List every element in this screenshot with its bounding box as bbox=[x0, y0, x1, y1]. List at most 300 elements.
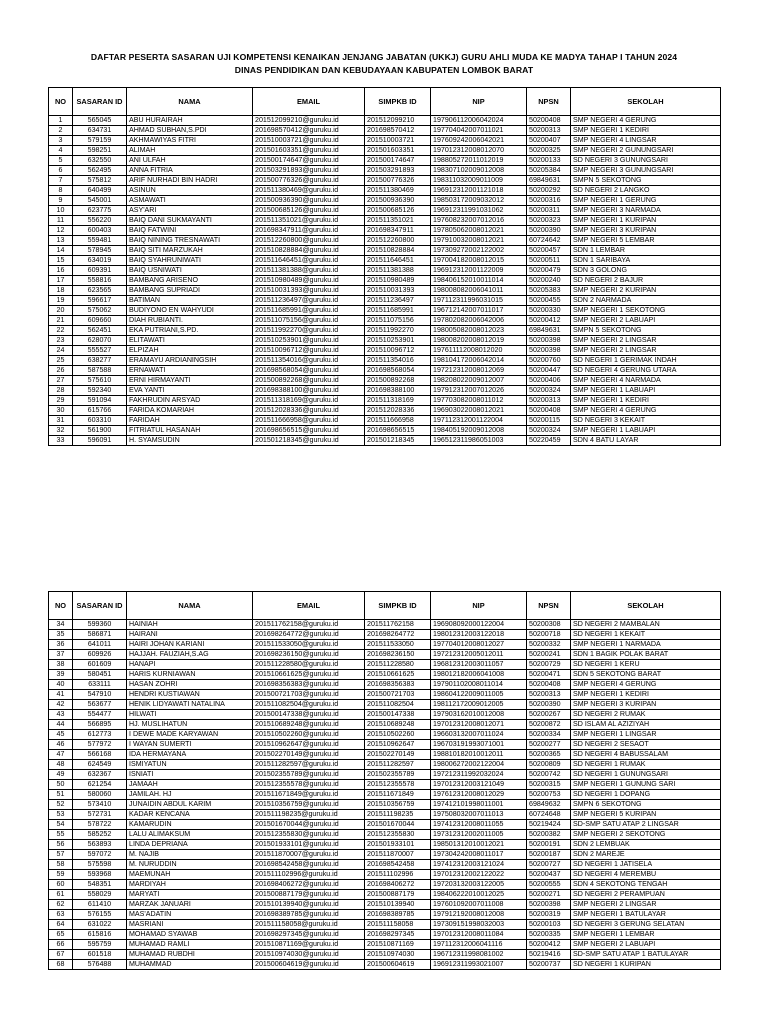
cell-no: 44 bbox=[49, 720, 73, 730]
table-row bbox=[49, 650, 721, 660]
cell-nama: EVA YANTI bbox=[127, 386, 253, 396]
cell-npsn: 50200334 bbox=[527, 730, 571, 740]
cell-simpkb-id: 201510031393 bbox=[365, 286, 431, 296]
cell-no: 30 bbox=[49, 406, 73, 416]
cell-simpkb-id: 201500721703 bbox=[365, 690, 431, 700]
cell-nip: 196703191993071001 bbox=[431, 740, 527, 750]
cell-nama: ERAMAYU ARDIANINGSIH bbox=[127, 356, 253, 366]
cell-simpkb-id: 201511685991 bbox=[365, 306, 431, 316]
cell-sasaran-id: 565045 bbox=[73, 116, 127, 126]
table-row bbox=[49, 236, 721, 246]
cell-email: 201511992270@guruku.id bbox=[253, 326, 365, 336]
cell-nama: FARIDA KOMARIAH bbox=[127, 406, 253, 416]
table-row bbox=[49, 296, 721, 306]
cell-npsn: 50200407 bbox=[527, 136, 571, 146]
cell-no: 46 bbox=[49, 740, 73, 750]
cell-nama: MUHAMMAD bbox=[127, 960, 253, 970]
cell-nip: 196912311991031062 bbox=[431, 206, 527, 216]
cell-nama: ELITAWATI bbox=[127, 336, 253, 346]
cell-simpkb-id: 201511533050 bbox=[365, 640, 431, 650]
cell-simpkb-id: 201502355789 bbox=[365, 770, 431, 780]
table-row bbox=[49, 366, 721, 376]
cell-no: 47 bbox=[49, 750, 73, 760]
cell-sasaran-id: 591094 bbox=[73, 396, 127, 406]
table-row bbox=[49, 246, 721, 256]
table-row bbox=[49, 306, 721, 316]
cell-simpkb-id: 201698264772 bbox=[365, 630, 431, 640]
cell-npsn: 69849631 bbox=[527, 326, 571, 336]
cell-sasaran-id: 634019 bbox=[73, 256, 127, 266]
table-row bbox=[49, 870, 721, 880]
cell-npsn: 50220459 bbox=[527, 436, 571, 446]
table-row bbox=[49, 206, 721, 216]
cell-nip: 197704012008012027 bbox=[431, 640, 527, 650]
cell-nip: 198405192009012008 bbox=[431, 426, 527, 436]
cell-nip: 197412312008011055 bbox=[431, 820, 527, 830]
cell-sasaran-id: 575812 bbox=[73, 176, 127, 186]
cell-no: 21 bbox=[49, 316, 73, 326]
table-row bbox=[49, 116, 721, 126]
cell-sasaran-id: 548351 bbox=[73, 880, 127, 890]
cell-nip: 196908092000122004 bbox=[431, 620, 527, 630]
cell-simpkb-id: 201511318169 bbox=[365, 396, 431, 406]
cell-simpkb-id: 201500892268 bbox=[365, 376, 431, 386]
cell-nama: ISNIATI bbox=[127, 770, 253, 780]
cell-no: 53 bbox=[49, 810, 73, 820]
cell-email: 201501670044@guruku.id bbox=[253, 820, 365, 830]
cell-nip: 197309272002122002 bbox=[431, 246, 527, 256]
table-row bbox=[49, 810, 721, 820]
cell-no: 57 bbox=[49, 850, 73, 860]
cell-simpkb-id: 201511236497 bbox=[365, 296, 431, 306]
cell-email: 201500776326@guruku.id bbox=[253, 176, 365, 186]
cell-email: 201501933101@guruku.id bbox=[253, 840, 365, 850]
cell-nama: I DEWE MADE KARYAWAN bbox=[127, 730, 253, 740]
cell-sekolah: SDN 1 LEMBAR bbox=[571, 246, 721, 256]
cell-sekolah: SMP NEGERI 3 KURIPAN bbox=[571, 700, 721, 710]
cell-email: 201501603351@guruku.id bbox=[253, 146, 365, 156]
cell-npsn: 50200324 bbox=[527, 386, 571, 396]
cell-simpkb-id: 201510661625 bbox=[365, 670, 431, 680]
column-header-no: NO bbox=[49, 88, 73, 116]
cell-sekolah: SMP NEGERI 3 KURIPAN bbox=[571, 226, 721, 236]
cell-nip: 197312312002011005 bbox=[431, 830, 527, 840]
cell-npsn: 69849631 bbox=[527, 176, 571, 186]
cell-no: 4 bbox=[49, 146, 73, 156]
cell-sasaran-id: 596091 bbox=[73, 436, 127, 446]
cell-nama: BAIQ USNIWATI bbox=[127, 266, 253, 276]
cell-simpkb-id: 201500147338 bbox=[365, 710, 431, 720]
cell-sekolah: SD NEGERI 1 KERU bbox=[571, 660, 721, 670]
table-row bbox=[49, 750, 721, 760]
cell-email: 201502355789@guruku.id bbox=[253, 770, 365, 780]
cell-sekolah: SD-SMP SATU ATAP 1 BATULAYAR bbox=[571, 950, 721, 960]
cell-npsn: 50200447 bbox=[527, 366, 571, 376]
cell-npsn: 50200103 bbox=[527, 920, 571, 930]
cell-npsn: 50200191 bbox=[527, 840, 571, 850]
cell-sekolah: SMP NEGERI 2 SEKOTONG bbox=[571, 830, 721, 840]
cell-sekolah: SMP NEGERI 4 GERUNG bbox=[571, 406, 721, 416]
cell-sasaran-id: 623775 bbox=[73, 206, 127, 216]
cell-npsn: 50200760 bbox=[527, 356, 571, 366]
table-row bbox=[49, 620, 721, 630]
cell-sekolah: SD NEGERI 1 JATISELA bbox=[571, 860, 721, 870]
cell-email: 201511671849@guruku.id bbox=[253, 790, 365, 800]
cell-no: 52 bbox=[49, 800, 73, 810]
cell-sasaran-id: 566168 bbox=[73, 750, 127, 760]
cell-no: 5 bbox=[49, 156, 73, 166]
cell-email: 201511228580@guruku.id bbox=[253, 660, 365, 670]
cell-sekolah: SMP NEGERI 5 LEMBAR bbox=[571, 236, 721, 246]
cell-no: 18 bbox=[49, 286, 73, 296]
cell-npsn: 50200457 bbox=[527, 246, 571, 256]
cell-npsn: 50200398 bbox=[527, 336, 571, 346]
cell-email: 201500604619@guruku.id bbox=[253, 960, 365, 970]
cell-sasaran-id: 595759 bbox=[73, 940, 127, 950]
cell-sasaran-id: 609391 bbox=[73, 266, 127, 276]
cell-npsn: 50200455 bbox=[527, 296, 571, 306]
cell-sekolah: SD NEGERI 2 LANGKO bbox=[571, 186, 721, 196]
cell-sekolah: SMP NEGERI 4 GERUNG bbox=[571, 116, 721, 126]
cell-sasaran-id: 633111 bbox=[73, 680, 127, 690]
cell-nama: IDA HERMAYANA bbox=[127, 750, 253, 760]
cell-npsn: 50200408 bbox=[527, 406, 571, 416]
cell-simpkb-id: 201511666958 bbox=[365, 416, 431, 426]
cell-no: 50 bbox=[49, 780, 73, 790]
cell-nama: ANNA FITRIA bbox=[127, 166, 253, 176]
cell-nama: MOHAMAD SYAWAB bbox=[127, 930, 253, 940]
cell-no: 24 bbox=[49, 346, 73, 356]
cell-nip: 197703082008011012 bbox=[431, 396, 527, 406]
cell-nama: ISMIYATUN bbox=[127, 760, 253, 770]
cell-nama: ALIMAH bbox=[127, 146, 253, 156]
column-header-sekolah: SEKOLAH bbox=[571, 592, 721, 620]
cell-nama: MARDIYAH bbox=[127, 880, 253, 890]
cell-no: 68 bbox=[49, 960, 73, 970]
cell-nip: 197304242008011017 bbox=[431, 850, 527, 860]
cell-simpkb-id: 201511646451 bbox=[365, 256, 431, 266]
cell-npsn: 60724648 bbox=[527, 810, 571, 820]
cell-nama: LALU ALIMAKSUM bbox=[127, 830, 253, 840]
cell-sasaran-id: 587588 bbox=[73, 366, 127, 376]
cell-simpkb-id: 201501933101 bbox=[365, 840, 431, 850]
cell-sasaran-id: 577972 bbox=[73, 740, 127, 750]
participants-table-1 bbox=[48, 87, 721, 446]
cell-sasaran-id: 593968 bbox=[73, 870, 127, 880]
cell-sasaran-id: 611410 bbox=[73, 900, 127, 910]
cell-sekolah: SMP NEGERI 1 LABUAPI bbox=[571, 426, 721, 436]
cell-nip: 196912312001122009 bbox=[431, 266, 527, 276]
cell-email: 201510974030@guruku.id bbox=[253, 950, 365, 960]
cell-npsn: 50200267 bbox=[527, 710, 571, 720]
cell-sasaran-id: 632367 bbox=[73, 770, 127, 780]
cell-nip: 198104172006042014 bbox=[431, 356, 527, 366]
cell-email: 201511381388@guruku.id bbox=[253, 266, 365, 276]
cell-sekolah: SMPN 6 SEKOTONG bbox=[571, 800, 721, 810]
cell-sasaran-id: 562451 bbox=[73, 326, 127, 336]
cell-sasaran-id: 624549 bbox=[73, 760, 127, 770]
cell-no: 38 bbox=[49, 660, 73, 670]
cell-sekolah: SD NEGERI 1 DOPANG bbox=[571, 790, 721, 800]
cell-npsn: 50205383 bbox=[527, 286, 571, 296]
cell-sekolah: SMPN 5 SEKOTONG bbox=[571, 326, 721, 336]
cell-email: 201510003721@guruku.id bbox=[253, 136, 365, 146]
cell-sasaran-id: 563893 bbox=[73, 840, 127, 850]
table-row bbox=[49, 960, 721, 970]
table-row bbox=[49, 710, 721, 720]
column-header-simpkb-id: SIMPKB ID bbox=[365, 88, 431, 116]
table-row bbox=[49, 760, 721, 770]
cell-email: 201698406272@guruku.id bbox=[253, 880, 365, 890]
table-row bbox=[49, 880, 721, 890]
cell-nama: BAIQ SITI MARZUKAH bbox=[127, 246, 253, 256]
cell-sekolah: SD NEGERI 4 GERUNG UTARA bbox=[571, 366, 721, 376]
cell-sekolah: SD NEGERI 1 GUNUNGSARI bbox=[571, 770, 721, 780]
cell-nama: BAMBANG ARISENO bbox=[127, 276, 253, 286]
cell-email: 201698356383@guruku.id bbox=[253, 680, 365, 690]
cell-sasaran-id: 592340 bbox=[73, 386, 127, 396]
cell-nama: MARYATI bbox=[127, 890, 253, 900]
cell-sasaran-id: 579159 bbox=[73, 136, 127, 146]
cell-sasaran-id: 554477 bbox=[73, 710, 127, 720]
cell-simpkb-id: 201698542458 bbox=[365, 860, 431, 870]
cell-sekolah: SMP NEGERI 1 NARMADA bbox=[571, 640, 721, 650]
cell-npsn: 50200241 bbox=[527, 650, 571, 660]
cell-npsn: 50219424 bbox=[527, 820, 571, 830]
table-row bbox=[49, 670, 721, 680]
cell-email: 201510828884@guruku.id bbox=[253, 246, 365, 256]
table-row bbox=[49, 326, 721, 336]
cell-email: 201698264772@guruku.id bbox=[253, 630, 365, 640]
cell-no: 25 bbox=[49, 356, 73, 366]
cell-no: 2 bbox=[49, 126, 73, 136]
cell-nama: FAKHRUDIN ARSYAD bbox=[127, 396, 253, 406]
cell-npsn: 50200471 bbox=[527, 670, 571, 680]
cell-sasaran-id: 597072 bbox=[73, 850, 127, 860]
cell-nip: 198810182010012011 bbox=[431, 750, 527, 760]
cell-sasaran-id: 576155 bbox=[73, 910, 127, 920]
cell-sekolah: SMP NEGERI 3 NARMADA bbox=[571, 206, 721, 216]
cell-sasaran-id: 634731 bbox=[73, 126, 127, 136]
cell-no: 66 bbox=[49, 940, 73, 950]
cell-nama: MARZAK JANUARI bbox=[127, 900, 253, 910]
column-header-npsn: NPSN bbox=[527, 592, 571, 620]
cell-simpkb-id: 201500604619 bbox=[365, 960, 431, 970]
table-row bbox=[49, 700, 721, 710]
cell-email: 201512355830@guruku.id bbox=[253, 830, 365, 840]
document-title: DAFTAR PESERTA SASARAN UJI KOMPETENSI KENAIKAN JENJANG JABATAN (UKKJ) GURU AHLI MUDA KE MADYA TAHAP I TAHUN 2024 bbox=[90, 52, 678, 62]
cell-simpkb-id: 201511671849 bbox=[365, 790, 431, 800]
cell-nip: 197609242006042021 bbox=[431, 136, 527, 146]
column-header-no: NO bbox=[49, 592, 73, 620]
cell-sasaran-id: 609660 bbox=[73, 316, 127, 326]
cell-sekolah: SD NEGERI 2 BAJUR bbox=[571, 276, 721, 286]
cell-nama: AKHMAWIYAS FITRI bbox=[127, 136, 253, 146]
cell-sasaran-id: 575062 bbox=[73, 306, 127, 316]
cell-npsn: 50200809 bbox=[527, 760, 571, 770]
cell-npsn: 50200315 bbox=[527, 780, 571, 790]
cell-simpkb-id: 201512355830 bbox=[365, 830, 431, 840]
cell-npsn: 50200737 bbox=[527, 960, 571, 970]
cell-simpkb-id: 201510974030 bbox=[365, 950, 431, 960]
table-row bbox=[49, 336, 721, 346]
cell-no: 32 bbox=[49, 426, 73, 436]
cell-sasaran-id: 561900 bbox=[73, 426, 127, 436]
cell-sekolah: SD-SMP SATU ATAP 2 LINGSAR bbox=[571, 820, 721, 830]
cell-no: 1 bbox=[49, 116, 73, 126]
cell-nama: BUDIYONO EN WAHYUDI bbox=[127, 306, 253, 316]
cell-no: 54 bbox=[49, 820, 73, 830]
cell-sasaran-id: 578722 bbox=[73, 820, 127, 830]
cell-sasaran-id: 576488 bbox=[73, 960, 127, 970]
cell-simpkb-id: 201511158058 bbox=[365, 920, 431, 930]
cell-npsn: 50200316 bbox=[527, 196, 571, 206]
cell-simpkb-id: 201698356383 bbox=[365, 680, 431, 690]
table-row bbox=[49, 196, 721, 206]
cell-sasaran-id: 578945 bbox=[73, 246, 127, 256]
cell-nip: 197910032008012021 bbox=[431, 236, 527, 246]
cell-nip: 197012312008011084 bbox=[431, 930, 527, 940]
cell-nama: ASINUN bbox=[127, 186, 253, 196]
cell-email: 201500721703@guruku.id bbox=[253, 690, 365, 700]
cell-sekolah: SD NEGERI 2 RUMAK bbox=[571, 710, 721, 720]
cell-sekolah: SMP NEGERI 3 GUNUNGSARI bbox=[571, 166, 721, 176]
cell-sasaran-id: 575598 bbox=[73, 860, 127, 870]
cell-nip: 196512311986051003 bbox=[431, 436, 527, 446]
cell-sasaran-id: 638277 bbox=[73, 356, 127, 366]
cell-nip: 198005082008012023 bbox=[431, 326, 527, 336]
cell-sekolah: SMP NEGERI 1 LABUAPI bbox=[571, 386, 721, 396]
cell-sasaran-id: 545001 bbox=[73, 196, 127, 206]
cell-email: 201511318169@guruku.id bbox=[253, 396, 365, 406]
cell-email: 201698388100@guruku.id bbox=[253, 386, 365, 396]
cell-email: 201510871169@guruku.id bbox=[253, 940, 365, 950]
cell-nama: M. NURUDDIN bbox=[127, 860, 253, 870]
cell-sekolah: SMP NEGERI 2 LINGSAR bbox=[571, 346, 721, 356]
cell-nip: 197611112008012020 bbox=[431, 346, 527, 356]
cell-nama: HAJJAH. FAUZIAH,S.AG bbox=[127, 650, 253, 660]
cell-no: 37 bbox=[49, 650, 73, 660]
cell-simpkb-id: 201510096712 bbox=[365, 346, 431, 356]
cell-no: 6 bbox=[49, 166, 73, 176]
cell-nip: 197612312008012029 bbox=[431, 790, 527, 800]
cell-sekolah: SDN 3 GOLONG bbox=[571, 266, 721, 276]
cell-nama: HJ. MUSLIHATUN bbox=[127, 720, 253, 730]
cell-simpkb-id: 201698570412 bbox=[365, 126, 431, 136]
cell-sekolah: SDN 2 LEMBUAK bbox=[571, 840, 721, 850]
cell-nip: 196603132007011024 bbox=[431, 730, 527, 740]
cell-sasaran-id: 555527 bbox=[73, 346, 127, 356]
cell-no: 61 bbox=[49, 890, 73, 900]
cell-email: 201698656515@guruku.id bbox=[253, 426, 365, 436]
cell-email: 201500887179@guruku.id bbox=[253, 890, 365, 900]
cell-sekolah: SD NEGERI 4 BABUSSALAM bbox=[571, 750, 721, 760]
cell-nip: 196903022008012021 bbox=[431, 406, 527, 416]
cell-npsn: 50200115 bbox=[527, 416, 571, 426]
cell-sasaran-id: 556220 bbox=[73, 216, 127, 226]
cell-email: 201512355578@guruku.id bbox=[253, 780, 365, 790]
cell-no: 33 bbox=[49, 436, 73, 446]
table-row bbox=[49, 730, 721, 740]
cell-npsn: 50200727 bbox=[527, 860, 571, 870]
cell-sekolah: SMP NEGERI 2 KURIPAN bbox=[571, 286, 721, 296]
cell-email: 201511380469@guruku.id bbox=[253, 186, 365, 196]
cell-nama: HASAN ZOHRI bbox=[127, 680, 253, 690]
cell-npsn: 50200319 bbox=[527, 910, 571, 920]
cell-nama: HILWATI bbox=[127, 710, 253, 720]
cell-no: 65 bbox=[49, 930, 73, 940]
cell-npsn: 50200412 bbox=[527, 316, 571, 326]
table-row bbox=[49, 426, 721, 436]
cell-sasaran-id: 585252 bbox=[73, 830, 127, 840]
cell-npsn: 50200313 bbox=[527, 690, 571, 700]
cell-sekolah: SD NEGERI 1 GERIMAK INDAH bbox=[571, 356, 721, 366]
cell-nama: ERNI HIRMAYANTI bbox=[127, 376, 253, 386]
table-row bbox=[49, 940, 721, 950]
cell-email: 201500174647@guruku.id bbox=[253, 156, 365, 166]
cell-nama: HAINIAH bbox=[127, 620, 253, 630]
cell-no: 14 bbox=[49, 246, 73, 256]
cell-sasaran-id: 596617 bbox=[73, 296, 127, 306]
table-row bbox=[49, 316, 721, 326]
column-header-nama: NAMA bbox=[127, 592, 253, 620]
cell-simpkb-id: 201510502260 bbox=[365, 730, 431, 740]
cell-nip: 198112172009012005 bbox=[431, 700, 527, 710]
cell-nama: BATIMAN bbox=[127, 296, 253, 306]
cell-simpkb-id: 201500887179 bbox=[365, 890, 431, 900]
cell-email: 201500685126@guruku.id bbox=[253, 206, 365, 216]
table-row bbox=[49, 406, 721, 416]
table-row bbox=[49, 176, 721, 186]
table-row bbox=[49, 920, 721, 930]
cell-email: 201510096712@guruku.id bbox=[253, 346, 365, 356]
cell-nip: 197704042007011021 bbox=[431, 126, 527, 136]
cell-no: 31 bbox=[49, 416, 73, 426]
cell-no: 42 bbox=[49, 700, 73, 710]
cell-email: 201511354016@guruku.id bbox=[253, 356, 365, 366]
cell-no: 58 bbox=[49, 860, 73, 870]
table-row bbox=[49, 930, 721, 940]
cell-nip: 197912312007012026 bbox=[431, 386, 527, 396]
cell-simpkb-id: 201510689248 bbox=[365, 720, 431, 730]
cell-sasaran-id: 547910 bbox=[73, 690, 127, 700]
cell-npsn: 50200390 bbox=[527, 226, 571, 236]
cell-nama: ASY'ARI bbox=[127, 206, 253, 216]
table-row bbox=[49, 680, 721, 690]
cell-simpkb-id: 201698388100 bbox=[365, 386, 431, 396]
cell-nip: 197012312008012070 bbox=[431, 146, 527, 156]
cell-email: 201500936390@guruku.id bbox=[253, 196, 365, 206]
cell-npsn: 50200753 bbox=[527, 790, 571, 800]
document-subtitle: DINAS PENDIDIKAN DAN KEBUDAYAAN KABUPATEN LOMBOK BARAT bbox=[234, 65, 534, 75]
cell-nip: 196912312001121018 bbox=[431, 186, 527, 196]
cell-email: 201511351021@guruku.id bbox=[253, 216, 365, 226]
cell-simpkb-id: 201511870007 bbox=[365, 850, 431, 860]
cell-no: 43 bbox=[49, 710, 73, 720]
cell-simpkb-id: 201510253901 bbox=[365, 336, 431, 346]
cell-nip: 197212312008012069 bbox=[431, 366, 527, 376]
cell-simpkb-id: 201500174647 bbox=[365, 156, 431, 166]
cell-sasaran-id: 600403 bbox=[73, 226, 127, 236]
cell-no: 26 bbox=[49, 366, 73, 376]
cell-npsn: 50200555 bbox=[527, 880, 571, 890]
cell-no: 67 bbox=[49, 950, 73, 960]
cell-sasaran-id: 603310 bbox=[73, 416, 127, 426]
cell-nip: 198012312003122018 bbox=[431, 630, 527, 640]
cell-sekolah: SD NEGERI 2 SESAOT bbox=[571, 740, 721, 750]
cell-simpkb-id: 201503291893 bbox=[365, 166, 431, 176]
cell-nama: BAIQ NINING TRESNAWATI bbox=[127, 236, 253, 246]
